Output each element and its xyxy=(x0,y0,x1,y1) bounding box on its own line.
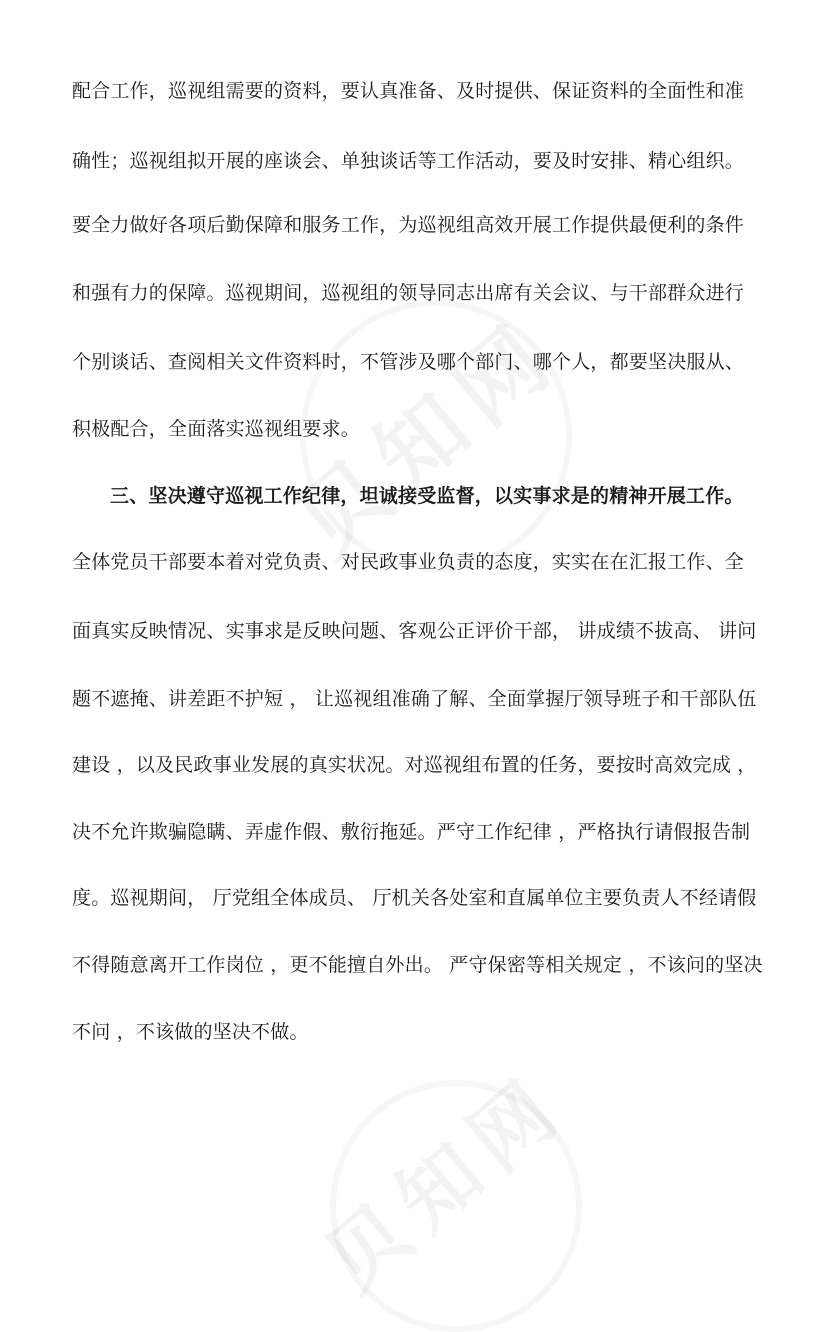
paragraph-line: 建设 ，以及民政事业发展的真实状况。对巡视组布置的任务，要按时高效完成 ， xyxy=(72,754,757,776)
paragraph-line: 要全力做好各项后勤保障和服务工作，为巡视组高效开展工作提供最便利的条件 xyxy=(72,214,745,236)
paragraph-line: 配合工作，巡视组需要的资料，要认真准备、及时提供、保证资料的全面性和准 xyxy=(72,80,745,102)
paragraph-line: 全体党员干部要本着对党负责、对民政事业负责的态度，实实在在汇报工作、全 xyxy=(72,551,745,573)
paragraph-line: 和强有力的保障。巡视期间，巡视组的领导同志出席有关会议、与干部群众进行 xyxy=(72,282,745,304)
paragraph-line: 题不遮掩、讲差距不护短 ， 让巡视组准确了解、全面掌握厅领导班子和干部队伍 xyxy=(72,688,757,710)
paragraph-line: 面真实反映情况、实事求是反映问题、客观公正评价干部， 讲成绩不拔高、 讲问 xyxy=(72,620,757,642)
paragraph-line: 决不允许欺骗隐瞒、弄虚作假、敷衍拖延。严守工作纪律 ，严格执行请假报告制 xyxy=(72,821,751,843)
paragraph-line: 积极配合，全面落实巡视组要求。 xyxy=(72,418,361,440)
paragraph-line: 确性；巡视组拟开展的座谈会、单独谈话等工作活动，要及时安排、精心组织。 xyxy=(72,150,745,172)
section-heading: 三、坚决遵守巡视工作纪律，坦诚接受监督，以实事求是的精神开展工作。 xyxy=(110,485,744,507)
paragraph-line: 不问 ，不该做的坚决不做。 xyxy=(72,1021,309,1043)
paragraph-line: 个别谈话、查阅相关文件资料时，不管涉及哪个部门、哪个人，都要坚决服从、 xyxy=(72,351,745,373)
paragraph-line: 度。巡视期间， 厅党组全体成员、 厅机关各处室和直属单位主要负责人不经请假 xyxy=(72,887,757,909)
paragraph-line: 不得随意离开工作岗位 ，更不能擅自外出。 严守保密等相关规定 ，不该问的坚决 xyxy=(72,954,763,976)
watermark-seal-ring-bottom xyxy=(330,1080,582,1332)
watermark-text-bottom xyxy=(296,1043,586,1312)
